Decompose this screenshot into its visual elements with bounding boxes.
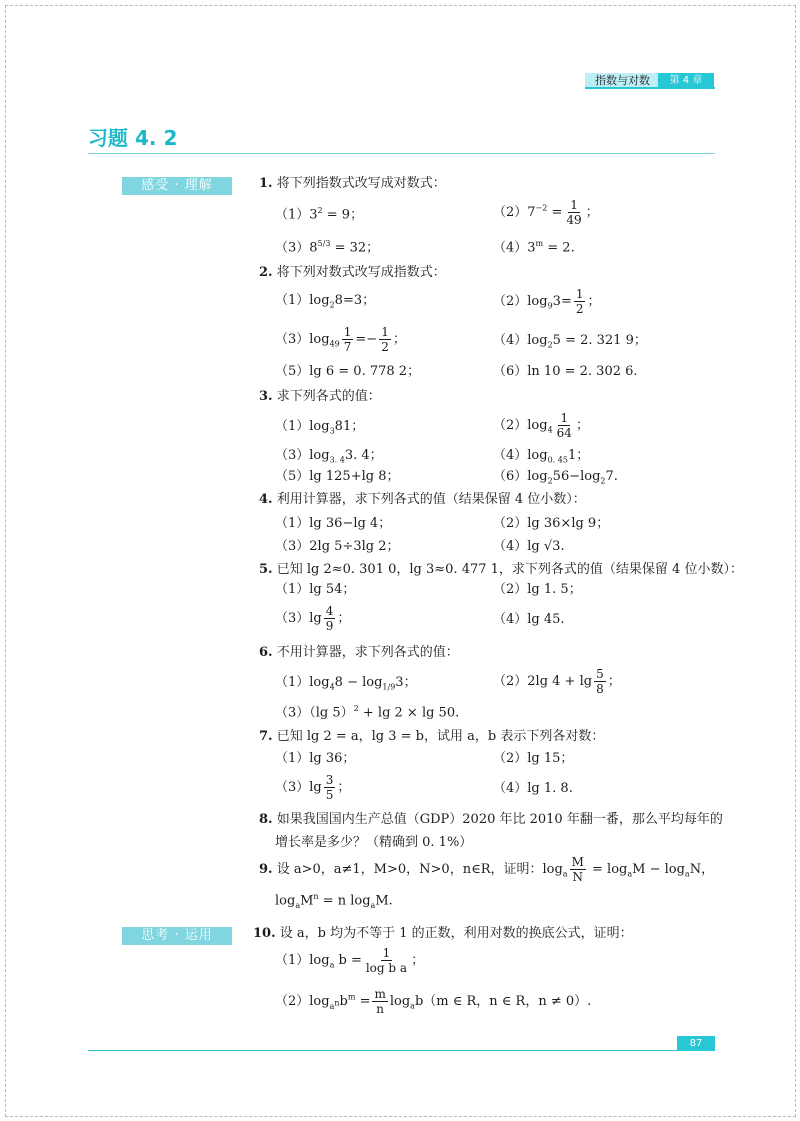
q3-item-1: $(1)\log_381$； <box>275 419 365 436</box>
q2-item-5: （5）lg 6 = 0. 778 2； <box>275 364 421 379</box>
question-9: 9. 设 a>0，a≠1，M>0，N>0，n∈R，证明：$\log_a$ $\frac{M}{N}$ = $\log_aM - \log_aN$， <box>259 855 715 884</box>
q3-item-2: $(2)\log_4$ $\frac{1}{64}$ ； <box>493 411 589 440</box>
question-3: 3. 求下列各式的值： <box>259 389 381 404</box>
question-2: 2. 将下列对数式改写成指数式： <box>259 265 446 280</box>
footer-rule <box>88 1050 715 1051</box>
q5-item-2: （2）lg 1. 5； <box>493 582 582 597</box>
header-chapter: 第 4 章 <box>658 73 714 88</box>
q7-item-1: （1）lg 36； <box>275 751 356 766</box>
q2-item-4: $(4)\log_25 = 2$. 321 9； <box>493 333 647 350</box>
title-rule <box>88 153 715 154</box>
q4-item-4: （4）lg √3. <box>493 539 565 554</box>
q1-item-4: $(4)3^m = 2$. <box>493 239 575 256</box>
q3-item-5: （5）lg 125+lg 8； <box>275 469 400 484</box>
q1-item-3: $(3)8^{5/3} = 32$； <box>275 239 380 256</box>
tag-apply: 思考 · 运用 <box>122 927 232 945</box>
section-title: 习题 4. 2 <box>88 126 178 150</box>
q2-item-3: $(3)\log_{49}$ $\frac{1}{7}$ =− $\frac{1}{2}$ ； <box>275 325 406 354</box>
q7-item-2: （2）lg 15； <box>493 751 574 766</box>
tag-understand: 感受 · 理解 <box>122 177 232 195</box>
q3-item-4: $(4)\log_{0. 45}1$； <box>493 448 590 465</box>
q7-item-4: （4）lg 1. 8. <box>493 781 573 796</box>
q1-item-2: $(2)7^{-2}$ = $\frac{1}{49}$ ； <box>493 198 599 227</box>
q5-item-3: （3）lg $\frac{4}{9}$ ； <box>275 604 351 633</box>
q5-item-1: （1）lg 54； <box>275 582 356 597</box>
q5-item-4: （4）lg 45. <box>493 612 565 627</box>
question-8: 8. 如果我国国内生产总值（GDP）2020 年比 2010 年翻一番，那么平均每年的 <box>259 812 723 827</box>
q4-item-1: （1）lg 36−lg 4； <box>275 516 392 531</box>
q3-item-6: $(6)\log_256-\log_27$. <box>493 469 618 486</box>
page-number: 87 <box>677 1036 715 1051</box>
question-1: 1. 将下列指数式改写成对数式： <box>259 176 446 191</box>
q4-item-3: （3）2lg 5÷3lg 2； <box>275 539 400 554</box>
q6-item-1: $(1)\log_48 - \log_{1/9}3$； <box>275 675 417 692</box>
q2-item-2: $(2)\log_93=$ $\frac{1}{2}$ ； <box>493 287 601 316</box>
q10-item-1: $(1)\log_a$ b = $\frac{1}{\text{log b a}}$ ； <box>275 946 425 975</box>
q6-item-3: （3）（lg 5）$^2$ + lg 2 × lg 50. <box>275 704 460 721</box>
question-5: 5. 已知 lg 2≈0. 301 0，lg 3≈0. 477 1，求下列各式的值（结果保留 4 位小数）： <box>259 562 743 577</box>
q3-item-3: $(3)\log_{3. 4}3$. 4； <box>275 448 383 465</box>
running-header <box>585 73 714 88</box>
question-8-cont: 增长率是多少？（精确到 0. 1%） <box>275 835 473 850</box>
question-4: 4. 利用计算器，求下列各式的值（结果保留 4 位小数）： <box>259 492 586 507</box>
q7-item-3: （3）lg $\frac{3}{5}$ ； <box>275 773 351 802</box>
question-7: 7. 已知 lg 2 = a，lg 3 = b，试用 a，b 表示下列各对数： <box>259 729 605 744</box>
q6-item-2: （2）2lg 4 + lg $\frac{5}{8}$ ； <box>493 667 621 696</box>
header-underline <box>585 87 715 89</box>
question-6: 6. 不用计算器，求下列各式的值： <box>259 645 459 660</box>
question-9-cont: $\log_aM^n = n$ $\log_aM$. <box>275 892 393 910</box>
q1-item-1: $(1)3^2 = 9$； <box>275 206 364 223</box>
header-title: 指数与对数 <box>585 73 658 88</box>
question-10: 10. 设 a，b 均为不等于 1 的正数，利用对数的换底公式，证明： <box>253 926 633 941</box>
q2-item-1: $(1)\log_28=3$； <box>275 293 376 310</box>
q2-item-6: （6）ln 10 = 2. 302 6. <box>493 364 638 379</box>
q4-item-2: （2）lg 36×lg 9； <box>493 516 610 531</box>
q10-item-2: $(2)\log_{a^n}b^m$ = $\frac{m}{n}$ $\log_ab(m$ ∈ R，n ∈ R，n ≠ 0）. <box>275 987 592 1016</box>
